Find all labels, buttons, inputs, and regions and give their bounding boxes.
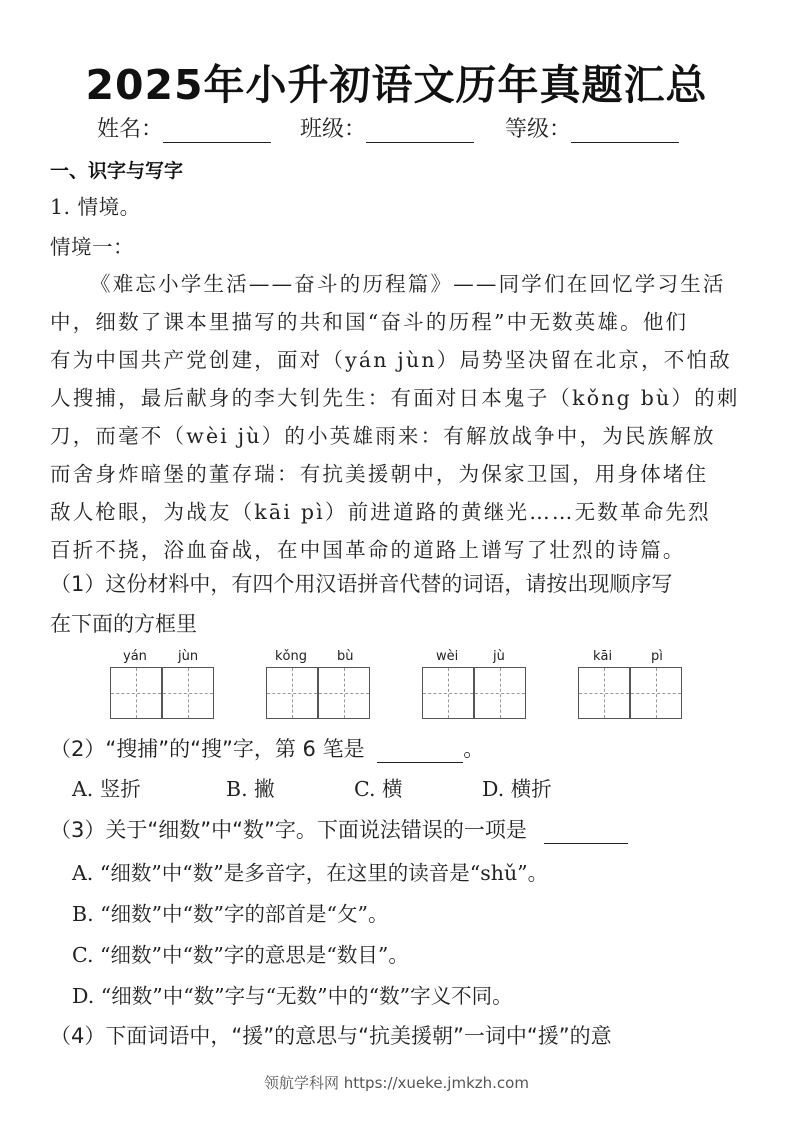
pinyin-label: yán [123, 649, 147, 664]
class-label: 班级： [300, 117, 367, 142]
option-b[interactable]: B. “细数”中“数”字的部首是“攵”。 [72, 902, 389, 926]
footer-watermark: 领航学科网 https://xueke.jmkzh.com [264, 1074, 529, 1092]
name-blank[interactable] [163, 120, 271, 143]
question-1-1: （1）这份材料中，有四个用汉语拼音代替的词语，请按出现顺序写 [50, 572, 673, 596]
option-b[interactable]: B. 撇 [226, 777, 275, 801]
grade-blank[interactable] [571, 120, 679, 143]
passage-line: 百折不挠，浴血奋战，在中国革命的道路上谱写了壮烈的诗篇。 [50, 538, 686, 562]
scene-label: 情境一： [50, 235, 134, 259]
passage-line: 敌人枪眼，为战友（kāi pì）前进道路的黄继光……无数革命先烈 [50, 500, 711, 524]
writing-box[interactable] [578, 667, 630, 719]
question-1-title: 1. 情境。 [50, 195, 141, 219]
writing-box[interactable] [266, 667, 318, 719]
option-d[interactable]: D. “细数”中“数”字与“无数”中的“数”字义不同。 [72, 984, 513, 1008]
grade-label: 等级： [505, 117, 572, 142]
name-field [97, 112, 271, 143]
pinyin-label: bù [337, 649, 354, 664]
passage-line: 有为中国共产党创建，面对（yán jùn）局势坚决留在北京，不怕敌 [50, 348, 732, 372]
option-d[interactable]: D. 横折 [482, 777, 552, 801]
page-title: 2025年小升初语文历年真题汇总 [85, 61, 708, 109]
grade-field [505, 112, 679, 143]
passage-line: 人搜捕，最后献身的李大钊先生：有面对日本鬼子（kǒng bù）的刺 [50, 386, 740, 410]
name-label: 姓名： [97, 117, 164, 142]
passage-line: 而舍身炸暗堡的董存瑞：有抗美援朝中，为保家卫国，用身体堵住 [50, 462, 709, 486]
pinyin-label: wèi [436, 649, 459, 664]
class-field [300, 112, 474, 143]
option-a[interactable]: A. “细数”中“数”是多音字，在这里的读音是“shǔ”。 [72, 861, 549, 885]
option-c[interactable]: C. “细数”中“数”字的意思是“数目”。 [72, 943, 409, 967]
writing-box[interactable] [474, 667, 526, 719]
option-a[interactable]: A. 竖折 [72, 777, 141, 801]
question-1-3 [50, 814, 628, 844]
pinyin-label: kāi [593, 649, 613, 664]
answer-blank[interactable] [377, 740, 463, 763]
question-1-2-end: 。 [463, 737, 485, 761]
pinyin-label: jù [493, 649, 505, 664]
answer-blank[interactable] [544, 821, 628, 844]
pinyin-label: jùn [178, 649, 199, 664]
question-1-1-cont: 在下面的方框里 [50, 612, 197, 636]
passage-line: 《难忘小学生活——奋斗的历程篇》——同学们在回忆学习生活 [90, 272, 726, 296]
question-1-2-text: （2）“搜捕”的“搜”字，第 6 笔是 [50, 737, 365, 761]
writing-box[interactable] [162, 667, 214, 719]
writing-box[interactable] [318, 667, 370, 719]
question-1-3-text: （3）关于“细数”中“数”字。下面说法错误的一项是 [50, 818, 527, 842]
passage-line: 刀，而毫不（wèi jù）的小英雄雨来：有解放战争中，为民族解放 [50, 424, 716, 448]
passage-line: 中，细数了课本里描写的共和国“奋斗的历程”中无数英雄。他们 [50, 310, 689, 334]
question-1-4: （4）下面词语中，“援”的意思与“抗美援朝”一词中“援”的意 [50, 1024, 612, 1048]
pinyin-label: kǒng [275, 649, 307, 664]
section-heading: 一、识字与写字 [50, 160, 184, 182]
writing-box[interactable] [630, 667, 682, 719]
option-c[interactable]: C. 横 [354, 777, 403, 801]
writing-box[interactable] [110, 667, 162, 719]
pinyin-label: pì [651, 649, 663, 664]
writing-box[interactable] [422, 667, 474, 719]
class-blank[interactable] [366, 120, 474, 143]
question-1-2 [50, 733, 484, 763]
